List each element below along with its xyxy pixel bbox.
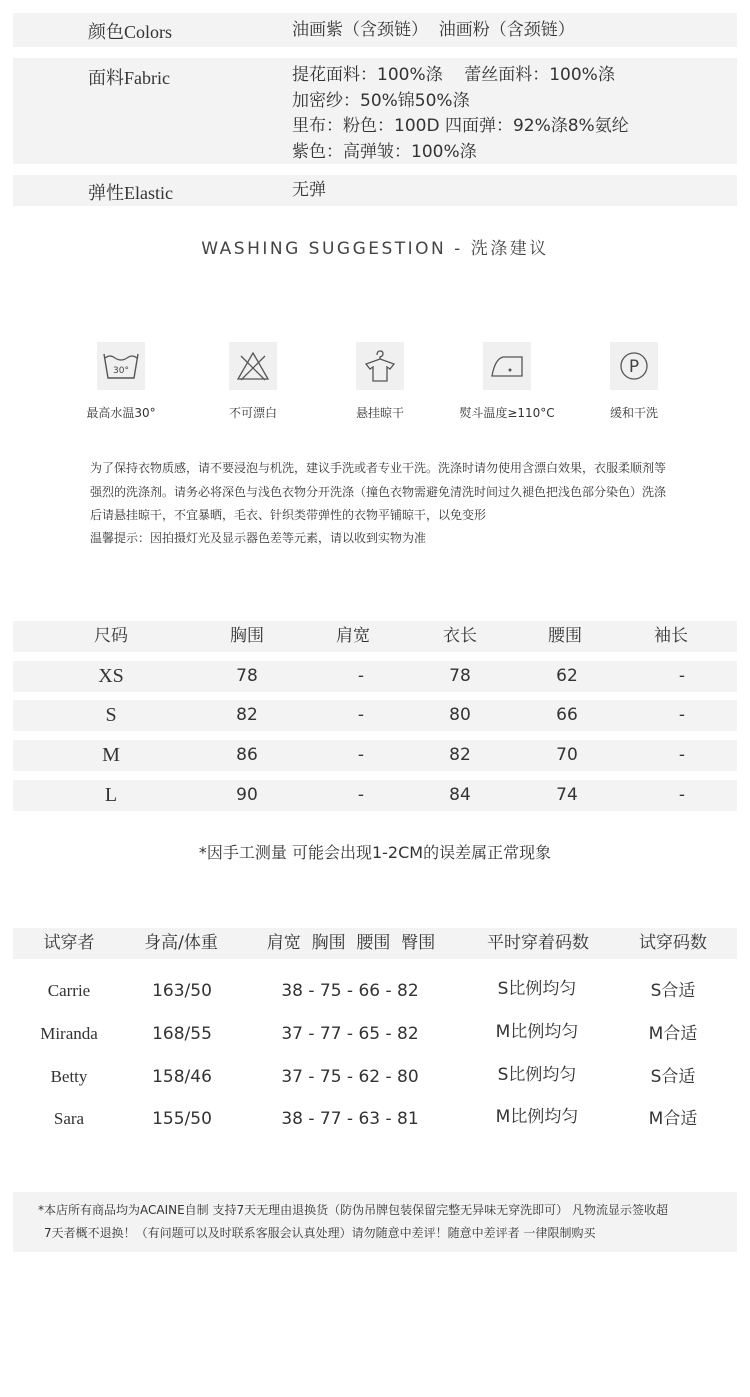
tryon-header: 平时穿着码数 xyxy=(487,933,589,953)
size-header: 衣长 xyxy=(443,626,477,646)
size-header: 胸围 xyxy=(230,626,264,646)
size-cell: - xyxy=(357,745,365,765)
size-cell: - xyxy=(678,666,686,686)
tryon-row xyxy=(13,971,737,1011)
size-cell: - xyxy=(357,666,365,686)
store-notice-line: *本店所有商品均为ACAINE自制 支持7天无理由退换货（防伪吊牌包装保留完整无异味无穿洗即可） 凡物流显示签收超 xyxy=(38,1203,668,1217)
iron-icon xyxy=(483,342,531,390)
size-header-row xyxy=(13,621,737,652)
no-bleach-icon xyxy=(229,342,277,390)
tryon-cell: S比例均匀 xyxy=(497,1065,577,1085)
care-item xyxy=(315,342,445,421)
tryon-cell: 37 - 77 - 65 - 82 xyxy=(281,1024,419,1044)
tryon-header: 试穿者 xyxy=(43,933,95,953)
tryon-cell: S比例均匀 xyxy=(497,979,577,999)
size-cell: - xyxy=(678,705,686,725)
svg-text:30°: 30° xyxy=(113,366,129,376)
size-row xyxy=(13,661,737,692)
tryon-cell: Betty xyxy=(50,1067,88,1086)
tryon-header: 试穿码数 xyxy=(639,933,707,953)
wash-30-icon xyxy=(97,342,145,390)
size-cell: 80 xyxy=(449,705,471,725)
store-notice-line: 7天者概不退换！（有问题可以及时联系客服会认真处理）请勿随意中差评！随意中差评者 一律限制购买 xyxy=(44,1226,596,1240)
hang-dry-icon xyxy=(356,342,404,390)
tryon-cell: 163/50 xyxy=(152,981,212,1001)
size-cell: 86 xyxy=(236,745,258,765)
size-row xyxy=(13,740,737,771)
size-header: 尺码 xyxy=(94,626,128,646)
tryon-cell: S合适 xyxy=(650,981,696,1001)
svg-text:P: P xyxy=(628,357,640,377)
tryon-row xyxy=(13,1099,737,1139)
size-cell: 82 xyxy=(449,745,471,765)
size-cell: L xyxy=(104,784,118,806)
tryon-cell: M比例均匀 xyxy=(495,1022,579,1042)
tryon-cell: M合适 xyxy=(648,1109,698,1129)
care-label: 悬挂晾干 xyxy=(355,406,404,420)
store-notice xyxy=(13,1192,737,1252)
size-row xyxy=(13,780,737,811)
size-cell: 78 xyxy=(236,666,258,686)
tryon-cell: Miranda xyxy=(40,1024,98,1043)
tryon-cell: 37 - 75 - 62 - 80 xyxy=(281,1067,419,1087)
care-label: 熨斗温度≥110°C xyxy=(459,406,555,420)
tryon-header-row xyxy=(13,928,737,959)
size-cell: M xyxy=(102,744,120,766)
elastic-label: 弹性Elastic xyxy=(88,183,173,203)
tryon-cell: 158/46 xyxy=(152,1067,212,1087)
size-cell: - xyxy=(357,705,365,725)
size-cell: - xyxy=(678,785,686,805)
tryon-header: 肩宽 胸围 腰围 臀围 xyxy=(266,933,436,953)
size-cell: 84 xyxy=(449,785,471,805)
colors-label: 颜色Colors xyxy=(88,22,173,42)
care-item xyxy=(442,342,572,421)
tryon-cell: Carrie xyxy=(47,981,91,1000)
tryon-cell: 38 - 75 - 66 - 82 xyxy=(281,981,419,1001)
size-cell: - xyxy=(357,785,365,805)
size-cell: 82 xyxy=(236,705,258,725)
size-cell: 62 xyxy=(556,666,578,686)
tryon-cell: 155/50 xyxy=(152,1109,212,1129)
tryon-header: 身高/体重 xyxy=(144,933,218,953)
tryon-cell: Sara xyxy=(53,1109,85,1128)
fabric-line: 紫色：高弹皱：100%涤 xyxy=(292,141,477,162)
measurement-note: *因手工测量 可能会出现1-2CM的误差属正常现象 xyxy=(198,843,552,862)
washing-title: WASHING SUGGESTION - 洗涤建议 xyxy=(201,239,549,259)
tryon-cell: M合适 xyxy=(648,1024,698,1044)
fabric-line: 提花面料：100%涤 蕾丝面料：100%涤 xyxy=(292,65,615,85)
size-cell: XS xyxy=(98,665,124,687)
fabric-line: 里布：粉色：100D 四面弹：92%涤8%氨纶 xyxy=(292,116,629,136)
washing-paragraph: 为了保持衣物质感，请不要浸泡与机洗，建议手洗或者专业干洗。洗涤时请勿使用含漂白效果，衣服柔顺剂等强烈的洗涤剂。请务必将深色与浅色衣物分开洗涤（撞色衣物需避免清洗时间过久褪色把浅色部分染色）洗涤后请悬挂晾干，不宜暴晒，毛衣、针织类带弹性的衣物平铺晾干，以免变形 xyxy=(90,461,667,522)
size-cell: 74 xyxy=(556,785,578,805)
size-cell: 78 xyxy=(449,666,471,686)
size-row xyxy=(13,700,737,731)
fabric-values xyxy=(292,63,629,165)
colors-value: 油画紫（含颈链） 油画粉（含颈链） xyxy=(292,20,575,40)
tryon-row xyxy=(13,1014,737,1054)
care-label: 最高水温30° xyxy=(86,406,156,420)
care-item xyxy=(56,342,186,421)
size-cell: 66 xyxy=(556,705,578,725)
elastic-value: 无弹 xyxy=(292,180,326,200)
care-label: 缓和干洗 xyxy=(609,406,658,420)
tryon-cell: 38 - 77 - 63 - 81 xyxy=(281,1109,419,1129)
size-header: 腰围 xyxy=(548,626,582,646)
tryon-cell: 168/55 xyxy=(152,1024,212,1044)
washing-tip: 温馨提示：因拍摄灯光及显示器色差等元素，请以收到实物为准 xyxy=(90,531,427,545)
fabric-label: 面料Fabric xyxy=(88,68,170,88)
fabric-line: 加密纱：50%锦50%涤 xyxy=(292,90,470,111)
care-item xyxy=(569,342,699,421)
tryon-cell: S合适 xyxy=(650,1067,696,1087)
tryon-cell: M比例均匀 xyxy=(495,1107,579,1127)
size-cell: 70 xyxy=(556,745,578,765)
size-cell: S xyxy=(105,704,117,726)
size-header: 袖长 xyxy=(654,626,688,646)
tryon-row xyxy=(13,1057,737,1097)
care-item xyxy=(188,342,318,421)
size-cell: - xyxy=(678,745,686,765)
care-label: 不可漂白 xyxy=(228,406,277,420)
size-header: 肩宽 xyxy=(336,626,370,646)
size-cell: 90 xyxy=(236,785,258,805)
dry-clean-p-icon xyxy=(610,342,658,390)
